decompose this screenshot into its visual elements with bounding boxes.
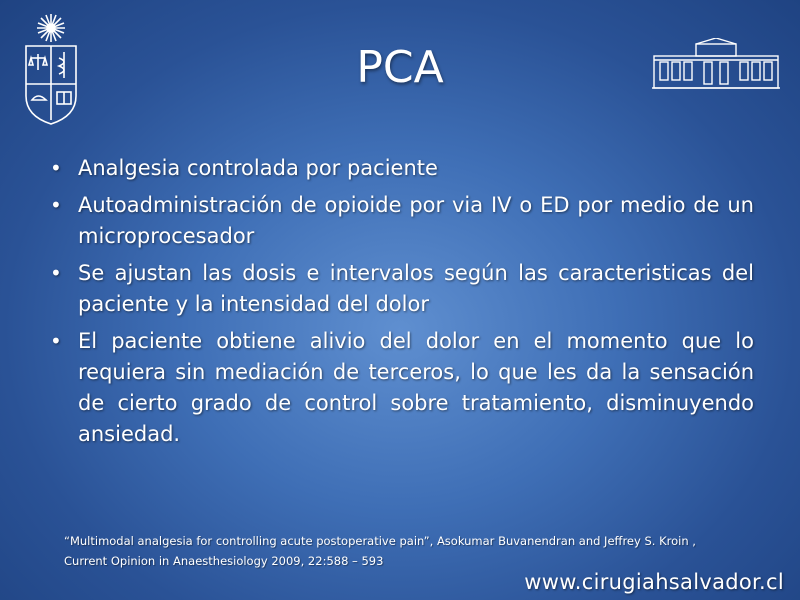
hospital-building-icon <box>652 38 780 92</box>
website-url: www.cirugiahsalvador.cl <box>524 570 784 594</box>
bullet-item <box>46 258 754 320</box>
bullet-list <box>46 153 754 456</box>
bullet-text: Autoadministración de opioide por via IV o ED por medio de un microprocesador <box>78 193 754 248</box>
bullet-item <box>46 153 754 184</box>
bullet-marker: • <box>50 193 62 217</box>
bullet-item <box>46 326 754 450</box>
bullet-item <box>46 190 754 252</box>
bullet-text: Analgesia controlada por paciente <box>78 156 438 180</box>
slide-title: PCA <box>356 42 444 93</box>
citation: “Multimodal analgesia for controlling acute postoperative pain”, Asokumar Buvanendran and Jeffrey S. Kroin , Current Opinion in Anaesthesiology 2009, 22:588 – 593 <box>64 534 696 568</box>
bullet-marker: • <box>50 329 62 353</box>
bullet-marker: • <box>50 261 62 285</box>
bullet-marker: • <box>50 156 62 180</box>
bullet-text: El paciente obtiene alivio del dolor en el momento que lo requiera sin mediación de terceros, lo que les da la sensación de cierto grado de control sobre tratamiento, disminuyendo ansiedad. <box>78 329 754 446</box>
bullet-text: Se ajustan las dosis e intervalos según las caracteristicas del paciente y la intensidad del dolor <box>78 261 754 316</box>
